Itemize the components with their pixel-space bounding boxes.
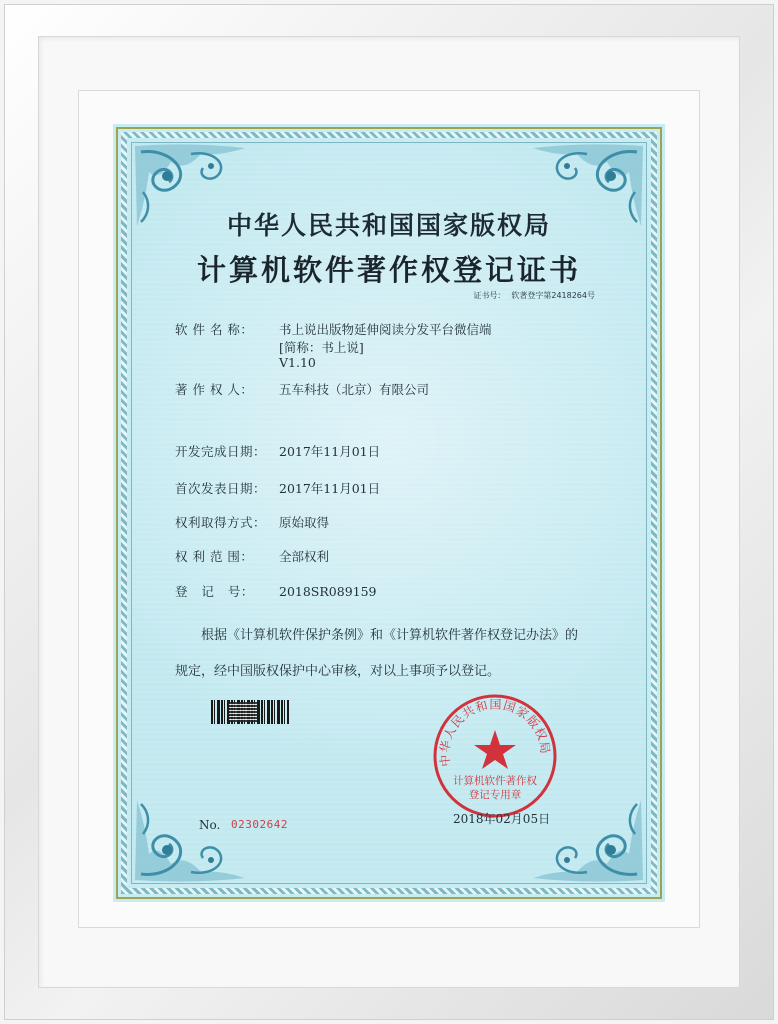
certificate-number-value: 软著登字第2418264号 xyxy=(511,291,595,300)
field-label: 开发完成日期： xyxy=(175,444,267,459)
field-value: 2017年11月01日 xyxy=(279,481,381,496)
serial-number: 02302642 xyxy=(231,818,288,831)
field-label: 著 作 权 人： xyxy=(175,382,254,397)
field-acquire xyxy=(175,513,329,531)
serial-label: No. xyxy=(199,818,221,832)
field-value: 2017年11月01日 xyxy=(279,444,381,459)
field-short-name: [简称：书上说] xyxy=(279,340,364,355)
field-software-name xyxy=(175,320,492,338)
field-pub-date xyxy=(175,479,380,497)
field-label: 首次发表日期： xyxy=(175,481,267,496)
field-reg-no xyxy=(175,582,377,600)
field-version: V1.10 xyxy=(279,355,316,370)
field-label: 权利取得方式： xyxy=(175,515,267,530)
field-label: 软 件 名 称： xyxy=(175,322,254,337)
official-seal xyxy=(429,690,561,822)
field-value: 2018SR089159 xyxy=(279,584,377,599)
certificate-number xyxy=(467,290,595,301)
corner-ornament-icon xyxy=(131,796,249,884)
statement-line: 规定，经中国版权保护中心审核，对以上事项予以登记。 xyxy=(175,664,501,679)
field-label: 登 记 号： xyxy=(175,584,254,599)
field-value: 书上说出版物延伸阅读分发平台微信端 xyxy=(279,322,492,337)
certificate xyxy=(113,124,665,902)
seal-inner-line1: 计算机软件著作权 xyxy=(453,775,537,787)
statement-line: 根据《计算机软件保护条例》和《计算机软件著作权登记办法》的 xyxy=(201,628,579,643)
field-value: 五车科技（北京）有限公司 xyxy=(279,382,430,397)
issuer-title: 中华人民共和国国家版权局 xyxy=(226,211,551,240)
seal-outer-text: 中华人民共和国国家版权局 xyxy=(437,697,553,768)
seal-inner-line2: 登记专用章 xyxy=(468,789,522,801)
barcode-icon xyxy=(211,700,289,724)
issue-date: 2018年02月05日 xyxy=(453,812,551,826)
statement xyxy=(175,618,635,690)
field-label: 权 利 范 围： xyxy=(175,549,254,564)
field-owner xyxy=(175,380,429,398)
field-value: 原始取得 xyxy=(279,515,330,530)
certificate-number-label: 证书号： xyxy=(473,291,506,300)
field-value: 全部权利 xyxy=(279,549,330,564)
field-scope xyxy=(175,547,329,565)
certificate-title: 计算机软件著作权登记证书 xyxy=(196,253,581,287)
field-dev-date xyxy=(175,442,380,460)
